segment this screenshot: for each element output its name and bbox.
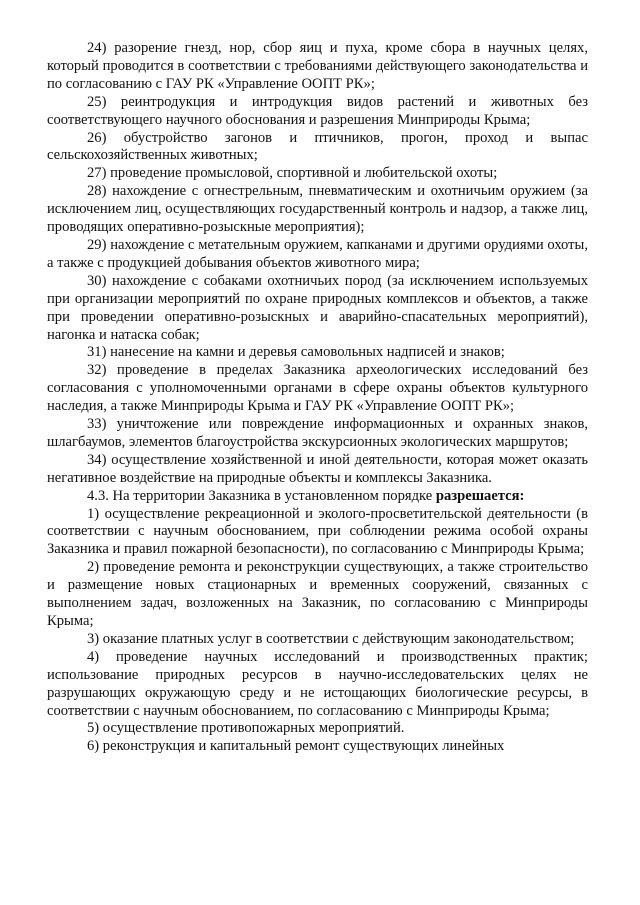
prohibition-item-29: 29) нахождение с метательным оружием, капканами и другими орудиями охоты, а также с продукцией добывания объектов животного мира; [47, 236, 588, 271]
section-heading-bold: разрешается: [435, 487, 525, 504]
allowed-item-3: 3) оказание платных услуг в соответствии с действующим законодательством; [87, 630, 575, 647]
allowed-item-2: 2) проведение ремонта и реконструкции существующих, а также строительство и размещение новых стационарных и временных сооружений, связанных с выполнением задач, возложенных на Заказник, по согласованию с Минприроды Крыма; [47, 559, 588, 629]
allowed-item-6: 6) реконструкция и капитальный ремонт существующих линейных [87, 738, 505, 755]
prohibition-item-25: 25) реинтродукция и интродукция видов растений и животных без соответствующего научного обоснования и разрешения Минприроды Крыма; [47, 93, 588, 128]
prohibition-item-30: 30) нахождение с собаками охотничьих пород (за исключением используемых при организации мероприятий по охране природных комплексов и объектов, а также при проведении оперативно-розыскных и аварийно-спасательных мероприятий), нагонка и натаска собак; [47, 272, 588, 343]
allowed-item-5: 5) осуществление противопожарных мероприятий. [87, 720, 405, 737]
prohibition-item-31: 31) нанесение на камни и деревья самовольных надписей и знаков; [87, 344, 505, 361]
prohibition-item-28: 28) нахождение с огнестрельным, пневматическим и охотничьим оружием (за исключением лиц, осуществляющих государственный контроль и надзор, а также лиц, проводящих оперативно-розыскные мероприятия); [47, 183, 588, 236]
prohibition-item-33: 33) уничтожение или повреждение информационных и охранных знаков, шлагбаумов, элементов благоустройства экскурсионных экологических маршрутов; [47, 416, 588, 450]
prohibition-item-34: 34) осуществление хозяйственной и иной деятельности, которая может оказать негативное воздействие на природные объекты и комплексы Заказника. [47, 451, 588, 486]
section-heading-text: 4.3. На территории Заказника в установленном порядке [87, 487, 436, 504]
allowed-item-4: 4) проведение научных исследований и производственных практик; использование природных ресурсов в научно-исследовательских целях не разрушающих окружающую среду и не истощающих биологические ресурсы, в соответствии с научным обоснованием, по согласованию с Минприроды Крыма; [47, 648, 588, 719]
prohibition-item-27: 27) проведение промысловой, спортивной и любительской охоты; [87, 165, 498, 182]
prohibition-item-24: 24) разорение гнезд, нор, сбор яиц и пуха, кроме сбора в научных целях, который проводится в соответствии с требованиями действующего законодательства и по согласованию с ГАУ РК «Управление ООПТ РК»; [47, 40, 588, 92]
section-heading-4-3 [47, 488, 588, 506]
document-page [47, 40, 588, 756]
prohibition-item-32: 32) проведение в пределах Заказника археологических исследований без согласования с уполномоченными органами в сфере охраны объектов культурного наследия, а также Минприроды Крыма и ГАУ РК «Управление ООПТ РК»; [47, 362, 588, 415]
allowed-item-1: 1) осуществление рекреационной и эколого-просветительской деятельности (в соответствии с научным обоснованием, при соблюдении режима особой охраны Заказника и правил пожарной безопасности), по согласованию с Минприроды Крыма; [47, 505, 588, 558]
prohibition-item-26: 26) обустройство загонов и птичников, прогон, проход и выпас сельскохозяйственных животных; [47, 129, 588, 164]
